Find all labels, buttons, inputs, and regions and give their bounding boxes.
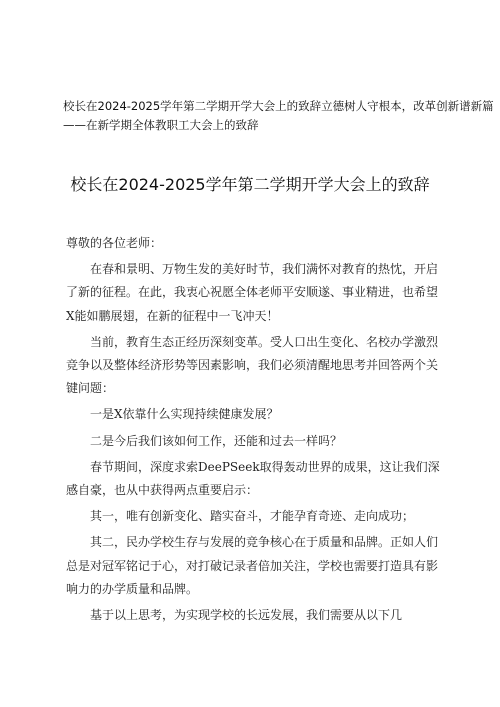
paragraph-3: 一是X依靠什么实现持续健康发展？ bbox=[90, 407, 279, 422]
document-header bbox=[63, 97, 494, 135]
document-title: 校长在2024-2025学年第二学期开学大会上的致辞 bbox=[70, 175, 430, 194]
paragraph-7: 其二，民办学校生存与发展的竞争核心在于质量和品牌。正如人们总是对冠军铭记于心，对打破记录者倍加关注，学校也需要打造具有影响力的办学质量和品牌。 bbox=[66, 535, 439, 596]
paragraph-2: 当前，教育生态正经历深刻变革。受人口出生变化、名校办学激烈竞争以及整体经济形势等因素影响，我们必须清醒地思考并回答两个关键问题： bbox=[66, 334, 439, 396]
header-line-2: ——在新学期全体教职工大会上的致辞 bbox=[63, 118, 259, 132]
paragraph-6: 其一，唯有创新变化、踏实奋斗，才能孕育奇迹、走向成功； bbox=[90, 509, 415, 524]
salutation: 尊敬的各位老师： bbox=[66, 236, 163, 250]
paragraph-5: 春节期间，深度求索DeePSeek取得轰动世界的成果，这让我们深感自豪，也从中获得两点重要启示： bbox=[66, 459, 440, 498]
header-line-1: 校长在2024-2025学年第二学期开学大会上的致辞立德树人守根本，改革创新谱新篇 bbox=[63, 99, 494, 113]
paragraph-1: 在春和景明、万物生发的美好时节，我们满怀对教育的热忱，开启了新的征程。在此，我衷心祝愿全体老师平安顺遂、事业精进，也希望X能如鹏展翅，在新的征程中一飞冲天！ bbox=[66, 262, 439, 323]
document-body bbox=[66, 232, 442, 627]
paragraph-8: 基于以上思考，为实现学校的长远发展，我们需要从以下几 bbox=[90, 608, 403, 623]
paragraph-4: 二是今后我们该如何工作，还能和过去一样吗？ bbox=[90, 433, 343, 448]
